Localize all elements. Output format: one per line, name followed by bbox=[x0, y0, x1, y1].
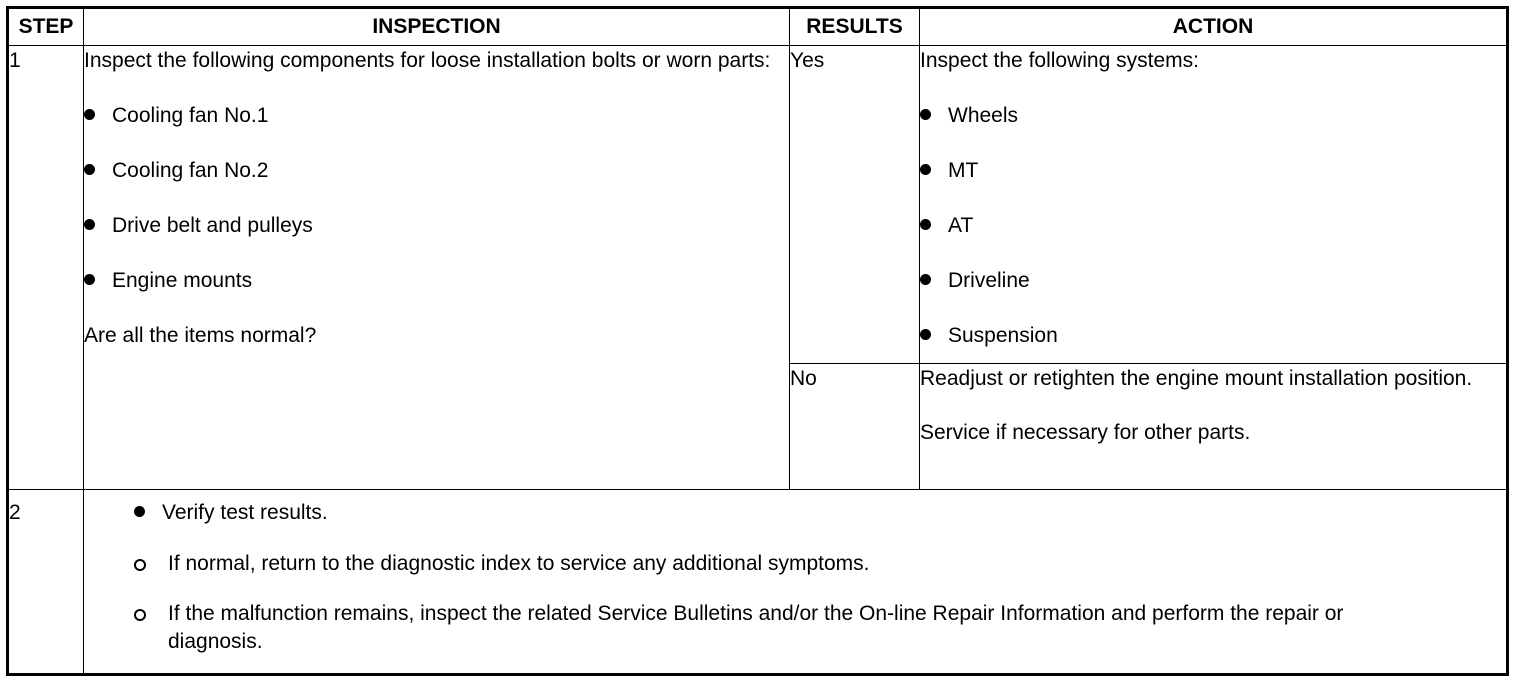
step1-result-no-text: No bbox=[790, 367, 817, 390]
step1-action-no bbox=[920, 364, 1508, 490]
header-row bbox=[8, 8, 1508, 46]
bullet-icon bbox=[84, 274, 95, 285]
step1-inspection-intro: Inspect the following components for loose installation bolts or worn parts: bbox=[84, 49, 771, 72]
list-item bbox=[920, 156, 1506, 186]
step2-row bbox=[8, 490, 1508, 675]
list-item-text: Driveline bbox=[948, 269, 1030, 292]
step2-number bbox=[8, 490, 84, 675]
step1-action-yes-list bbox=[920, 101, 1506, 351]
step1-result-no bbox=[790, 364, 920, 490]
step1-inspection-cell bbox=[84, 46, 790, 490]
list-item-text: Suspension bbox=[948, 324, 1058, 347]
list-item bbox=[920, 266, 1506, 296]
step1-result-yes-text: Yes bbox=[790, 49, 825, 72]
step1-yes-row bbox=[8, 46, 1508, 364]
bullet-icon bbox=[920, 109, 931, 120]
step2-content bbox=[84, 490, 1508, 675]
list-item bbox=[920, 101, 1506, 131]
list-item-text: Engine mounts bbox=[112, 269, 253, 292]
step1-question: Are all the items normal? bbox=[84, 324, 317, 347]
step2-sub-list bbox=[134, 550, 1500, 656]
diagnostic-table bbox=[6, 6, 1509, 676]
circle-bullet-icon bbox=[134, 609, 146, 621]
circle-bullet-icon bbox=[134, 559, 146, 571]
bullet-icon bbox=[134, 506, 145, 517]
list-item bbox=[84, 156, 789, 186]
step1-result-yes bbox=[790, 46, 920, 364]
list-item bbox=[920, 321, 1506, 351]
list-item-text: Drive belt and pulleys bbox=[112, 214, 313, 237]
list-item-text: Cooling fan No.1 bbox=[112, 104, 269, 127]
list-item bbox=[84, 101, 789, 131]
list-item bbox=[84, 266, 789, 296]
bullet-icon bbox=[84, 219, 95, 230]
bullet-icon bbox=[920, 164, 931, 175]
step2-main-item-text: Verify test results. bbox=[162, 501, 328, 524]
header-step: STEP bbox=[8, 8, 84, 46]
list-item-text: If the malfunction remains, inspect the related Service Bulletins and/or the On-line Repair Information and perform the repair or diagnosis. bbox=[168, 602, 1344, 653]
bullet-icon bbox=[920, 329, 931, 340]
step2-block bbox=[84, 490, 1506, 662]
step1-number bbox=[8, 46, 84, 490]
header-inspection: INSPECTION bbox=[84, 8, 790, 46]
list-item-text: MT bbox=[948, 159, 979, 182]
diagnostic-table-sheet bbox=[6, 6, 1506, 676]
step1-number-text: 1 bbox=[9, 49, 21, 72]
list-item-text: If normal, return to the diagnostic index to service any additional symptoms. bbox=[168, 552, 870, 575]
bullet-icon bbox=[84, 164, 95, 175]
step2-number-text: 2 bbox=[9, 501, 21, 524]
header-results: RESULTS bbox=[790, 8, 920, 46]
list-item-text: AT bbox=[948, 214, 974, 237]
bullet-icon bbox=[84, 109, 95, 120]
list-item bbox=[920, 211, 1506, 241]
list-item-text: Cooling fan No.2 bbox=[112, 159, 269, 182]
step1-action-no-line1: Readjust or retighten the engine mount installation position. bbox=[920, 367, 1473, 390]
step1-action-yes-intro: Inspect the following systems: bbox=[920, 49, 1199, 72]
step1-action-yes bbox=[920, 46, 1508, 364]
bullet-icon bbox=[920, 219, 931, 230]
header-action: ACTION bbox=[920, 8, 1508, 46]
bullet-icon bbox=[920, 274, 931, 285]
list-item bbox=[134, 550, 1500, 578]
list-item bbox=[134, 600, 1500, 656]
list-item-text: Wheels bbox=[948, 104, 1019, 127]
step1-action-no-line2: Service if necessary for other parts. bbox=[920, 421, 1251, 444]
step2-main-item bbox=[134, 498, 1500, 528]
list-item bbox=[84, 211, 789, 241]
step1-inspection-list bbox=[84, 101, 789, 296]
